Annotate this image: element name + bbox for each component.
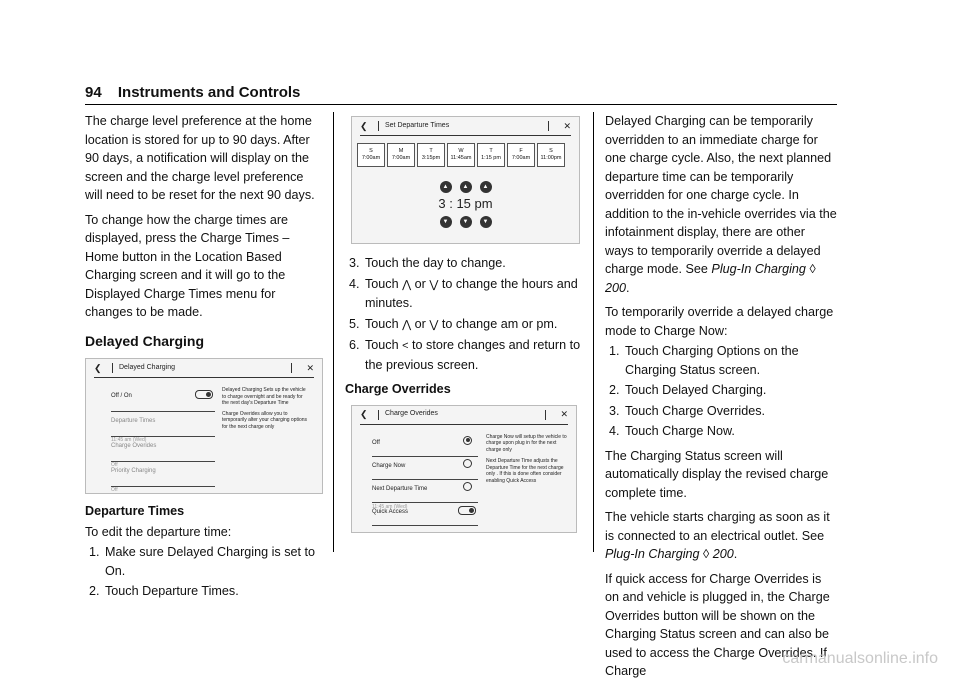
screen-description: Delayed Charging Sets up the vehicle to charge overnight and be ready for the next day's Departure Time Charge Overides allow you to temporarily alter your charging options for the next charge only [222,387,308,430]
radio-icon [463,482,472,491]
list-item: 4. Touch ⋀ or ⋁ to change the hours and minutes. [349,276,578,310]
settings-menu [372,434,478,526]
chevron-up-icon: ⋀ [402,318,412,331]
screen-title-bar [360,117,571,136]
delayed-charging-screen-figure [85,358,323,494]
paragraph: To temporarily override a delayed charge mode to Charge Now: [605,305,834,338]
paragraph: To change how the charge times are displayed, press the Charge Times – Home button in the Location Based Charging screen and it will go to the Displayed Charge Times menu for changes to be made. [85,212,290,319]
screen-title: Set Departure Times [385,121,450,129]
paragraph: The Charging Status screen will automatically display the revised charge complete time. [605,448,829,500]
heading-charge-overrides: Charge Overrides [345,382,451,396]
back-icon: ❮ [94,362,102,373]
up-arrows [352,181,579,193]
steps-list [85,543,323,601]
section-title: Instruments and Controls [117,84,301,101]
column-1 [85,112,323,607]
list-item: 2. Touch Departure Times. [89,584,239,598]
screen-title-bar [360,406,568,425]
paragraph: To edit the departure time: [85,524,232,539]
cross-reference[interactable]: Plug-In Charging [605,547,700,561]
paragraph: The vehicle starts charging as soon as it is connected to an electrical outlet. See Plug-In Charging ◊ 200. [605,510,830,561]
chevron-up-icon: ▲ [440,181,452,193]
radio-selected-icon [463,436,472,445]
chevron-down-icon: ▼ [480,216,492,228]
screen-title-bar [94,359,314,378]
day-tile: F 7:00am [507,143,535,167]
menu-row: Charge Overides Off [111,437,215,462]
column-2 [345,112,583,533]
time-readout: 3 : 15 pm [438,196,493,211]
chevron-down-icon: ▼ [440,216,452,228]
column-divider [593,112,594,552]
paragraph: The charge level preference at the home location is stored for up to 90 days. After 90 days, a notification will display on the screen and the charge level preference will need to be reset for the next 90 days. [85,114,315,202]
screen-title: Delayed Charging [119,363,176,371]
steps-list [345,254,583,374]
back-icon: ❮ [360,120,368,131]
screen-title: Charge Overides [385,410,438,418]
menu-row: Charge Now [372,457,478,480]
paragraph: If quick access for Charge Overrides is on and vehicle is plugged in, the Charge Overrides button will be shown on the Charging Status screen and can also be used to access the Charge Overrides. If Charge [605,571,830,678]
day-tile: M 7:00am [387,143,415,167]
settings-menu [111,387,215,493]
screen-description: Charge Now will setup the vehicle to charge upon plug in for the next charge only Next Departure Time adjusts the Departure Time for the next charge only . If this is done often consider enabling Quick Access [486,433,567,484]
close-icon: ✕ [306,362,314,373]
page-number: 94 [85,84,102,101]
toggle-icon [195,390,213,399]
day-tile: T 3:15pm [417,143,445,167]
chevron-up-icon: ▲ [480,181,492,193]
toggle-icon [458,506,476,515]
day-tile: S 7:00am [357,143,385,167]
menu-row: Next Departure Time 11:45 am (Wed) [372,480,478,503]
paragraph: Delayed Charging can be temporarily overridden to an immediate charge for one charge cycle. Also, the next planned departure time can be temporarily overridden for one charge cycle. In addition to the in-vehicle overrides via the infotainment display, there are other ways to temporarily override a delayed charge mode. See Plug-In Charging ◊ 200. [605,114,837,295]
list-item: 3. Touch Charge Overrides. [609,403,765,418]
day-tile: S 11:00pm [537,143,565,167]
list-item: 1. Make sure Delayed Charging is set to On. [89,545,315,578]
list-item: 3. Touch the day to change. [349,256,506,270]
steps-list [605,342,837,441]
column-divider [333,112,334,552]
back-icon: ❮ [360,409,368,420]
menu-row: Priority Charging Off [111,462,215,487]
menu-row: Off / On [111,387,215,412]
heading-delayed-charging: Delayed Charging [85,332,205,349]
watermark-footer: carmanualsonline.info [782,650,938,667]
page-ref-icon: ◊ [809,262,816,276]
menu-row: Quick Access [372,503,478,526]
close-icon: ✕ [560,409,568,420]
page-header [85,84,300,101]
page-ref-icon: ◊ [703,547,710,561]
back-chevron-icon: < [402,340,409,352]
chevron-down-icon: ▼ [460,216,472,228]
radio-icon [463,459,472,468]
list-item: 2. Touch Delayed Charging. [609,383,767,397]
charge-overrides-screen-figure [351,405,577,533]
down-arrows [352,216,579,228]
list-item: 6. Touch < to store changes and return to the previous screen. [349,338,581,372]
list-item: 4. Touch Charge Now. [609,424,735,438]
list-item: 5. Touch ⋀ or ⋁ to change am or pm. [349,316,558,331]
cross-reference[interactable]: Plug-In Charging [711,262,806,276]
list-item: 1. Touch Charging Options on the Charging Status screen. [609,344,799,377]
close-icon: ✕ [563,120,571,131]
day-selector [357,143,579,167]
menu-row: Departure Times 11:45 am (Wed) [111,412,215,437]
chevron-up-icon: ⋀ [402,278,412,291]
menu-row: Off [372,434,478,457]
heading-departure-times: Departure Times [85,504,185,518]
chevron-down-icon: ⋁ [429,278,439,291]
set-departure-times-screen-figure [351,116,580,244]
day-tile: W 11:45am [447,143,475,167]
header-rule [85,104,837,105]
column-3 [605,112,837,687]
chevron-up-icon: ▲ [460,181,472,193]
chevron-down-icon: ⋁ [429,318,439,331]
day-tile: T 1:15 pm [477,143,505,167]
